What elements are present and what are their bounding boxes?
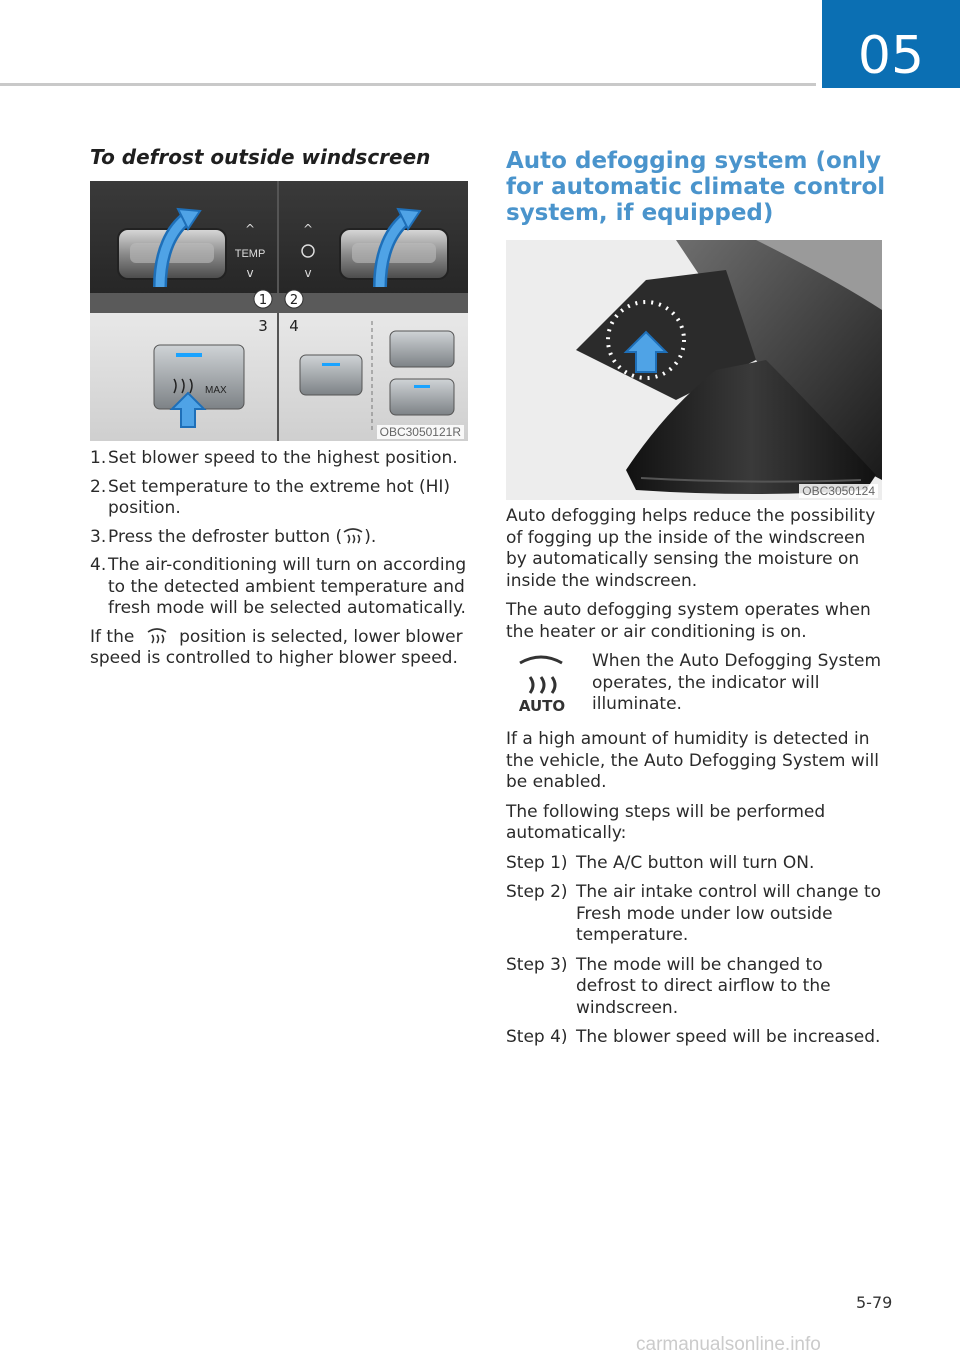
callout-1: 1 [258, 293, 268, 308]
indicator-text: When the Auto Defogging System operates, the indicator will illuminate. [592, 651, 881, 714]
auto-defog-sensor-figure [506, 240, 882, 500]
step-item: Step 1) The A/C button will turn ON. [506, 852, 815, 873]
watermark: carmanualsonline.info [636, 1334, 821, 1355]
step-item: Step 4) The blower speed will be increased. [506, 1027, 881, 1047]
list-item: 3. Press the defroster button ( ). [90, 526, 377, 547]
defrost-note: If the position is selected, lower blower speed is controlled to higher blower speed. [90, 626, 463, 668]
defrost-icon [146, 627, 168, 645]
paragraph: If a high amount of humidity is detected in the vehicle, the Auto Defogging System will be enabled. [506, 729, 879, 792]
callout-4: 4 [289, 317, 299, 335]
paragraph: Auto defogging helps reduce the possibility of fogging up the inside of the windscreen by automatically sensing the moisture on inside the windscreen. [506, 506, 876, 591]
list-item: 4. The air-conditioning will turn on according to the detected ambient temperature and fresh mode will be selected automatically. [90, 555, 467, 618]
auto-defog-indicator-note [506, 651, 886, 721]
paragraph: The auto defogging system operates when the heater or air conditioning is on. [506, 600, 871, 642]
list-item: 2. Set temperature to the extreme hot (HI) position. [90, 476, 451, 518]
svg-text:^: ^ [244, 222, 256, 236]
step-item: Step 3) The mode will be changed to defrost to direct airflow to the windscreen. [506, 954, 831, 1018]
svg-text:v: v [304, 266, 312, 280]
paragraph: The following steps will be performed automatically: [506, 801, 826, 843]
figure-code: OBC3050121R [377, 425, 464, 439]
step-item: Step 2) The air intake control will change to Fresh mode under low outside temperature. [506, 882, 882, 945]
defrost-icon [342, 527, 364, 545]
page-number: 5-79 [856, 1293, 893, 1312]
svg-text:v: v [246, 266, 254, 280]
defrost-controls-figure [90, 181, 468, 441]
auto-defog-description [506, 506, 886, 1057]
callout-3: 3 [258, 317, 268, 335]
max-label: MAX [205, 385, 227, 396]
defrost-controls-illustration [90, 181, 468, 441]
section-subtitle: To defrost outside windscreen [90, 145, 431, 169]
chapter-tab: 05 [822, 0, 960, 88]
svg-text:^: ^ [302, 222, 314, 236]
section-title: Auto defogging system (only for automatic climate control system, if equipped) [506, 148, 886, 226]
figure-code: OBC3050124 [799, 484, 878, 498]
auto-label: AUTO [518, 697, 566, 715]
temp-label: TEMP [234, 248, 266, 260]
defrost-steps-list [90, 448, 468, 678]
list-item: 1. Set blower speed to the highest position. [90, 448, 458, 468]
header-rule [0, 83, 816, 86]
callout-2: 2 [289, 293, 299, 308]
auto-defog-sensor-illustration [506, 240, 882, 500]
